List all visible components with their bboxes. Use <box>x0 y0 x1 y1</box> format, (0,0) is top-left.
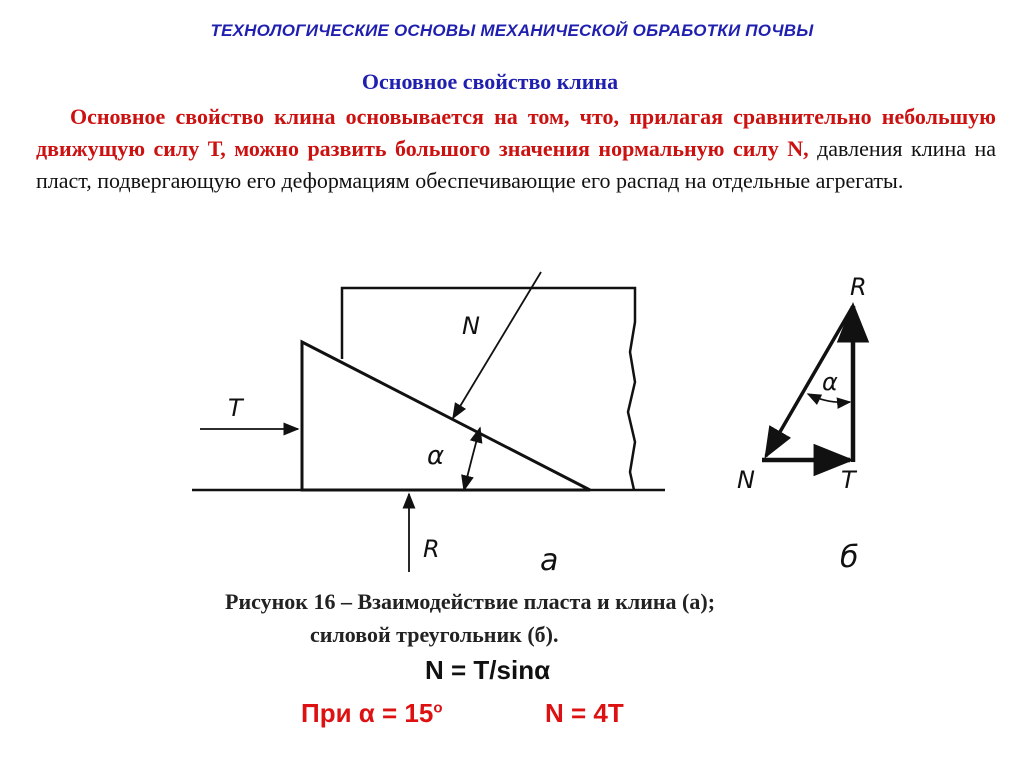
label-b: б <box>840 540 859 575</box>
label-t: T <box>228 394 243 422</box>
result-line <box>301 698 721 729</box>
label-r2: R <box>850 273 867 301</box>
label-alpha: α <box>427 441 445 471</box>
label-r: R <box>423 535 440 563</box>
section-title: Основное свойство клина <box>361 69 619 94</box>
wedge-figure-a <box>192 272 665 572</box>
wedge-diagram <box>180 262 900 582</box>
label-t2: T <box>841 466 856 494</box>
angle-arc-a <box>464 428 480 490</box>
formula: N = T/sinα <box>425 655 551 685</box>
label-n2: N <box>737 466 755 494</box>
header-title: ТЕХНОЛОГИЧЕСКИЕ ОСНОВЫ МЕХАНИЧЕСКОЙ ОБРАБОТКИ ПОЧВЫ <box>210 21 814 40</box>
caption-line-1: Рисунок 16 – Взаимодействие пласта и клина (а); <box>225 589 716 614</box>
result-condition: При α = 15 <box>301 698 434 728</box>
triangle-n-side <box>766 306 853 456</box>
label-a: а <box>540 543 559 578</box>
plain-text: давления клина на пласт, подвергающую его деформациям обеспечивающие его распад на отдельные агрегаты. <box>36 136 997 193</box>
force-n-arrow <box>453 272 541 418</box>
force-triangle-b <box>762 306 853 462</box>
degree-mark: о <box>433 699 443 717</box>
result-value: N = 4T <box>545 698 624 728</box>
highlight-text: Основное свойство клина основывается на том, что, прилагая сравнительно небольшую движущую силу Т, можно развить большого значения нормальную силу N, <box>36 104 996 161</box>
soil-layer <box>342 288 635 490</box>
label-n: N <box>462 312 480 340</box>
caption-line-2: силовой треугольник (б). <box>310 622 559 647</box>
body-paragraph <box>36 101 996 197</box>
label-alpha2: α <box>822 368 838 396</box>
wedge <box>302 342 590 490</box>
